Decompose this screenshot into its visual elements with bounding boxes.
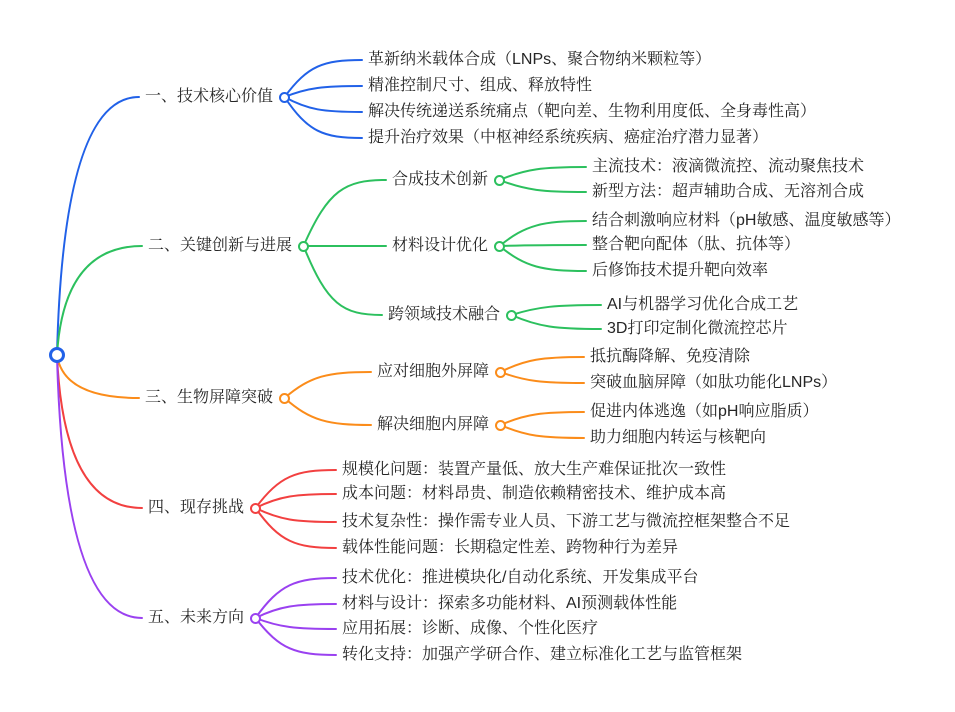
leaf-label: 抵抗酶降解、免疫清除 (590, 348, 751, 365)
leaf-node[interactable] (342, 459, 726, 481)
mindmap-edge (256, 494, 337, 508)
node-handle-dot[interactable] (298, 241, 309, 252)
mindmap-edge (500, 221, 587, 246)
mindmap-edge (500, 246, 587, 271)
mindmap-edge (501, 357, 585, 372)
branch-4-label: 四、现存挑战 (148, 499, 245, 516)
node-handle-dot[interactable] (495, 367, 506, 378)
branch-3-node[interactable] (145, 387, 290, 409)
branch-1-node[interactable] (145, 86, 290, 108)
mindmap-edge (57, 246, 142, 355)
subtopic-label: 合成技术创新 (392, 171, 489, 188)
leaf-node[interactable] (607, 294, 798, 316)
mindmap-edge (256, 508, 337, 522)
leaf-label: 提升治疗效果（中枢神经系统疾病、癌症治疗潜力显著） (368, 129, 769, 146)
leaf-label: 革新纳米载体合成（LNPs、聚合物纳米颗粒等） (368, 51, 712, 68)
subtopic-label: 应对细胞外屏障 (377, 363, 490, 380)
mindmap-edge (285, 372, 372, 398)
mindmap-edge (256, 618, 337, 655)
subtopic-node[interactable] (388, 304, 517, 326)
leaf-node[interactable] (368, 101, 816, 123)
mindmap-edge (500, 180, 587, 192)
leaf-label: 结合刺激响应材料（pH敏感、温度敏感等） (592, 212, 901, 229)
mindmap-edge (501, 372, 585, 383)
mindmap-edge (285, 97, 363, 112)
branch-4-node[interactable] (148, 497, 261, 519)
leaf-node[interactable] (342, 644, 742, 666)
mindmap-edge (285, 86, 363, 97)
leaf-node[interactable] (342, 618, 598, 640)
leaf-node[interactable] (342, 593, 677, 615)
branch-2-node[interactable] (148, 235, 309, 257)
leaf-label: 助力细胞内转运与核靶向 (590, 429, 767, 446)
subtopic-node[interactable] (392, 235, 505, 257)
leaf-node[interactable] (590, 346, 750, 368)
node-handle-dot[interactable] (494, 241, 505, 252)
branch-2-label: 二、关键创新与进展 (148, 237, 293, 254)
leaf-label: 解决传统递送系统痛点（靶向差、生物利用度低、全身毒性高） (368, 103, 817, 120)
leaf-node[interactable] (342, 567, 698, 589)
mindmap-edge (256, 618, 337, 629)
leaf-node[interactable] (592, 156, 864, 178)
subtopic-node[interactable] (377, 414, 506, 436)
node-handle-dot[interactable] (279, 92, 290, 103)
leaf-label: 突破血脑屏障（如肽功能化LNPs） (590, 374, 838, 391)
root-handle-dot[interactable] (49, 347, 65, 363)
node-handle-dot[interactable] (495, 420, 506, 431)
mindmap-edge (512, 305, 602, 315)
leaf-label: 精准控制尺寸、组成、释放特性 (368, 77, 593, 94)
root-node[interactable] (49, 347, 65, 363)
leaf-node[interactable] (592, 260, 768, 282)
leaf-node[interactable] (342, 511, 790, 533)
mindmap-edge (256, 604, 337, 618)
leaf-label: 转化支持：加强产学研合作、建立标准化工艺与监管框架 (342, 646, 743, 663)
leaf-node[interactable] (590, 372, 837, 394)
mindmap-edge (500, 245, 587, 246)
mindmap-edge (501, 425, 585, 438)
mindmap-edge (57, 355, 142, 508)
mindmap-edge (57, 355, 139, 398)
leaf-label: 成本问题：材料昂贵、制造依赖精密技术、维护成本高 (342, 485, 727, 502)
leaf-node[interactable] (368, 75, 592, 97)
mindmap-edge (304, 246, 383, 315)
branch-5-node[interactable] (148, 607, 261, 629)
leaf-label: 应用拓展：诊断、成像、个性化医疗 (342, 620, 599, 637)
leaf-label: 载体性能问题：长期稳定性差、跨物种行为差异 (342, 539, 679, 556)
node-handle-dot[interactable] (250, 503, 261, 514)
subtopic-label: 解决细胞内屏障 (377, 416, 490, 433)
leaf-node[interactable] (590, 401, 818, 423)
leaf-label: AI与机器学习优化合成工艺 (607, 296, 799, 313)
node-handle-dot[interactable] (279, 393, 290, 404)
leaf-label: 新型方法：超声辅助合成、无溶剂合成 (592, 183, 865, 200)
leaf-node[interactable] (590, 427, 766, 449)
node-handle-dot[interactable] (494, 175, 505, 186)
leaf-node[interactable] (592, 234, 800, 256)
leaf-label: 3D打印定制化微流控芯片 (607, 320, 788, 337)
leaf-label: 规模化问题：装置产量低、放大生产难保证批次一致性 (342, 461, 727, 478)
mindmap-edge (304, 180, 387, 246)
branch-1-label: 一、技术核心价值 (145, 88, 274, 105)
leaf-node[interactable] (368, 49, 711, 71)
node-handle-dot[interactable] (506, 310, 517, 321)
leaf-node[interactable] (342, 537, 678, 559)
mindmap-edge (285, 60, 363, 97)
leaf-node[interactable] (368, 127, 768, 149)
leaf-label: 后修饰技术提升靶向效率 (592, 262, 769, 279)
subtopic-node[interactable] (377, 361, 506, 383)
leaf-node[interactable] (592, 181, 864, 203)
node-handle-dot[interactable] (250, 613, 261, 624)
mindmap-edge (57, 97, 139, 355)
subtopic-node[interactable] (392, 169, 505, 191)
leaf-label: 技术优化：推进模块化/自动化系统、开发集成平台 (342, 569, 699, 586)
leaf-node[interactable] (342, 483, 726, 505)
mindmap-edge (285, 398, 372, 425)
leaf-node[interactable] (592, 210, 900, 232)
branch-3-label: 三、生物屏障突破 (145, 389, 274, 406)
leaf-node[interactable] (607, 318, 787, 340)
subtopic-label: 跨领域技术融合 (388, 306, 501, 323)
subtopic-label: 材料设计优化 (392, 237, 489, 254)
mindmap-edge (500, 167, 587, 180)
leaf-label: 整合靶向配体（肽、抗体等） (592, 236, 801, 253)
leaf-label: 主流技术：液滴微流控、流动聚焦技术 (592, 158, 865, 175)
leaf-label: 促进内体逃逸（如pH响应脂质） (590, 403, 819, 420)
branch-5-label: 五、未来方向 (148, 609, 245, 626)
mindmap-edge (512, 315, 602, 329)
mindmap-edge (501, 412, 585, 425)
leaf-label: 技术复杂性：操作需专业人员、下游工艺与微流控框架整合不足 (342, 513, 791, 530)
leaf-label: 材料与设计：探索多功能材料、AI预测载体性能 (342, 595, 678, 612)
